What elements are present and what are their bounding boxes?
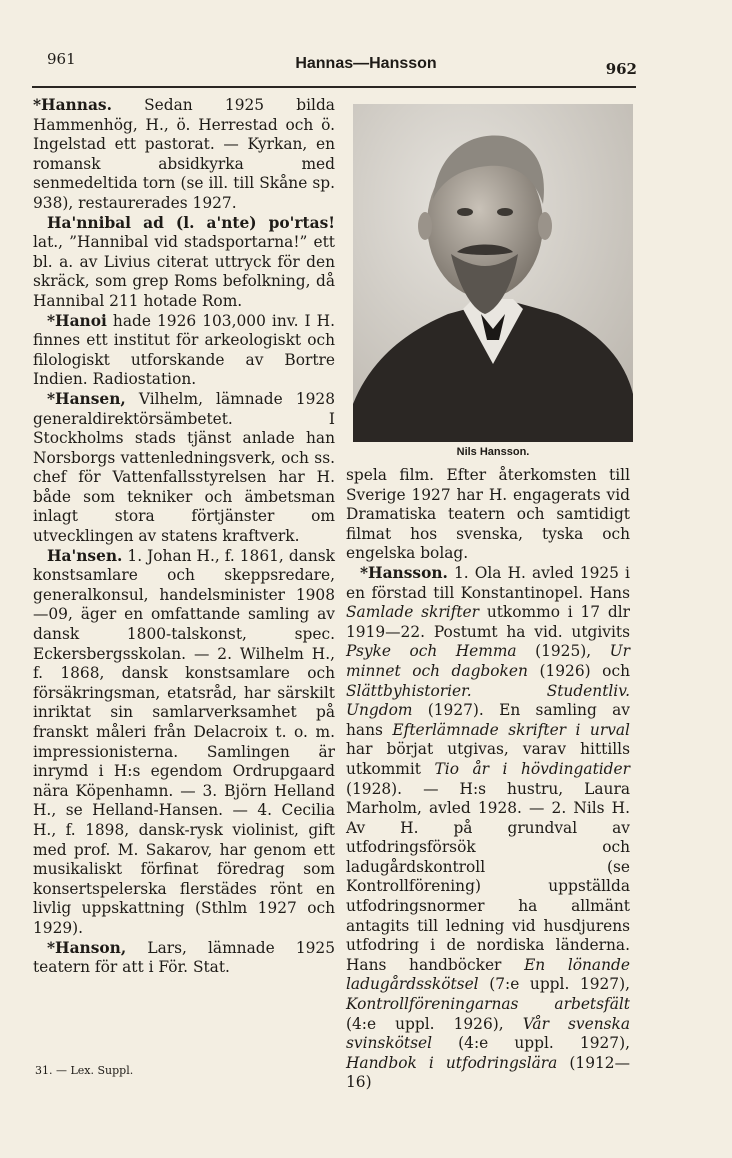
left-column [33,96,335,978]
page-number-left: 961 [47,50,76,68]
header-rule [32,86,636,88]
page-number-right: 962 [605,60,637,78]
entry-hanoi: *Hanoi hade 1926 103,000 inv. I H. finnes ett institut för arkeologiskt och filologiskt utforskande av Bortre Indien. Radiostation. [33,311,335,389]
page-footer: 31. — Lex. Suppl. [35,1064,134,1077]
portrait-illustration [353,104,633,442]
entry-hansen-2: Ha'nsen. 1. Johan H., f. 1861, dansk konstsamlare och skeppsredare, generalkonsul, handelsminister 1908—09, äger en omfattande samling av dansk 1800-talskonst, spec. Eckersbergsskolan. — 2. Wilhelm H., f. 1868, dansk konstsamlare och försäkringsman, etatsråd, har särskilt inriktat sin samlarverksamhet på franskt måleri från Delacroix t. o. m. impressionisterna. Samlingen är inrymd i H:s egendom Ordrupgaard nära Köpenhamn. — 3. Björn Helland H., se Helland-Hansen. — 4. Cecilia H., f. 1898, dansk-rysk violinist, gift med prof. M. Sakarov, har genom ett musikaliskt förfinat föredrag som konsertspelerska flerstädes rönt en livlig uppskattning (Sthlm 1927 och 1929). [33,546,335,937]
entry-hansen: *Hansen, Vilhelm, lämnade 1928 generaldirektörsämbetet. I Stockholms stads tjänst anlade han Norsborgs vattenledningsverk, och ss. chef för Vattenfallsstyrelsen har H. både som tekniker och ämbetsman inlagt stora förtjänster om utvecklingen av statens kraftverk. [33,389,335,546]
entry-hanson-continued: spela film. Efter återkomsten till Sverige 1927 har H. engagerats vid Dramatiska teatern och samtidigt filmat hos svenska, tyska och engelska bolag. [346,466,630,563]
entry-hannas: *Hannas. Sedan 1925 bilda Hammenhög, H., ö. Herrestad och ö. Ingelstad ett pastorat. — Kyrkan, en romansk absidkyrka med senmedeltida torn (se ill. till Skåne sp. 938), restaurerades 1927. [33,96,335,212]
entry-hanson: *Hanson, Lars, lämnade 1925 teatern för att i För. Stat. [33,938,335,977]
page-heading: Hannas—Hansson [295,55,437,72]
entry-hannibal: Ha'nnibal ad (l. a'nte) po'rtas! lat., ”Hannibal vid stadsportarna!” ett bl. a. av Livius citerat uttryck för den skräck, som grep Roms befolkning, då Hannibal 211 hotade Rom. [33,213,335,310]
entry-hansson: *Hansson. 1. Ola H. avled 1925 i en förstad till Konstantinopel. Hans Samlade skrifter utkommo i 17 dlr 1919—22. Postumt ha vid. utgivits Psyke och Hemma (1925), Ur minnet och dagboken (1926) och Slättbyhistorier. Studentliv. Ungdom (1927). En samling av hans Efterlämnade skrifter i urval har börjat utgivas, varav hittills utkommit Tio år i hövdingatider (1928). — H:s hustru, Laura Marholm, avled 1928. — 2. Nils H. Av H. på grundval av utfodringsförsök och ladugårdskontroll (se Kontrollförening) uppställda utfodringsnormer ha allmänt antagits till ledning vid husdjurens utfodring i de nordiska länderna. Hans handböcker En lönande ladugårdsskötsel (7:e uppl. 1927), Kontrollföreningarnas arbetsfält (4:e uppl. 1926), Vår svenska svinskötsel (4:e uppl. 1927), Handbok i utfodringslära (1912—16) [346,563,631,1092]
right-column [346,466,630,1093]
portrait-photo [353,104,633,442]
photo-caption: Nils Hansson. [456,446,530,458]
